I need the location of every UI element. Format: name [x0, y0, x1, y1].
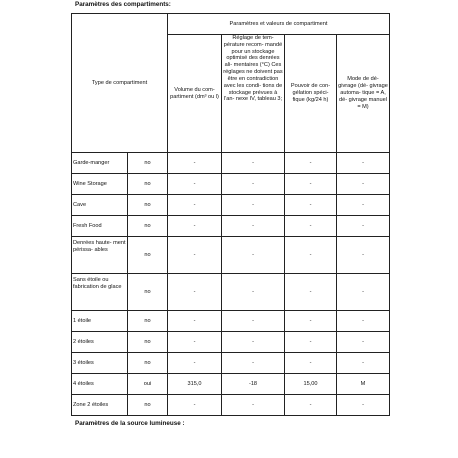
freezing-capacity-column-header: Pouvoir de con- gélation spéci- fique (kg/24 h) — [285, 35, 337, 153]
temperature-value: - — [222, 153, 285, 174]
defrost-mode-value: - — [337, 332, 390, 353]
volume-value: - — [168, 237, 222, 274]
defrost-mode-value: - — [337, 237, 390, 274]
compartment-present: oui — [128, 374, 168, 395]
compartment-name: Sans étoile ou fabrication de glace — [72, 274, 128, 311]
temperature-value: - — [222, 332, 285, 353]
compartment-name: Wine Storage — [72, 174, 128, 195]
table-row — [72, 216, 390, 237]
compartment-table — [71, 13, 390, 416]
table-row — [72, 311, 390, 332]
volume-value: - — [168, 353, 222, 374]
compartment-present: no — [128, 216, 168, 237]
freezing-capacity-value: - — [285, 216, 337, 237]
compartment-name: Fresh Food — [72, 216, 128, 237]
temperature-value: - — [222, 395, 285, 416]
table-row — [72, 374, 390, 395]
volume-value: - — [168, 274, 222, 311]
defrost-mode-value: - — [337, 153, 390, 174]
temperature-value: - — [222, 216, 285, 237]
freezing-capacity-value: - — [285, 311, 337, 332]
compartment-present: no — [128, 332, 168, 353]
volume-value: - — [168, 311, 222, 332]
compartment-parameters-heading: Paramètres des compartiments: — [75, 1, 171, 8]
volume-value: 315,0 — [168, 374, 222, 395]
compartment-present: no — [128, 311, 168, 332]
volume-value: - — [168, 395, 222, 416]
volume-value: - — [168, 153, 222, 174]
table-row — [72, 237, 390, 274]
volume-value: - — [168, 332, 222, 353]
compartment-type-header: Type de compartiment — [72, 14, 168, 153]
temperature-value: - — [222, 174, 285, 195]
volume-value: - — [168, 216, 222, 237]
compartment-present: no — [128, 274, 168, 311]
freezing-capacity-value: - — [285, 353, 337, 374]
table-row — [72, 274, 390, 311]
defrost-mode-value: - — [337, 311, 390, 332]
freezing-capacity-value: - — [285, 153, 337, 174]
table-row — [72, 332, 390, 353]
compartment-present: no — [128, 237, 168, 274]
compartment-name: 4 étoiles — [72, 374, 128, 395]
table-row — [72, 195, 390, 216]
compartment-name: Garde-manger — [72, 153, 128, 174]
compartment-present: no — [128, 395, 168, 416]
compartment-name: Denrées haute- ment périssa- ables — [72, 237, 128, 274]
table-row — [72, 395, 390, 416]
compartment-present: no — [128, 353, 168, 374]
defrost-mode-value: - — [337, 195, 390, 216]
freezing-capacity-value: 15,00 — [285, 374, 337, 395]
defrost-mode-value: - — [337, 174, 390, 195]
defrost-mode-value: - — [337, 353, 390, 374]
temperature-value: -18 — [222, 374, 285, 395]
freezing-capacity-value: - — [285, 237, 337, 274]
defrost-mode-value: - — [337, 274, 390, 311]
defrost-mode-value: - — [337, 395, 390, 416]
temperature-value: - — [222, 311, 285, 332]
table-row — [72, 353, 390, 374]
freezing-capacity-value: - — [285, 174, 337, 195]
temperature-column-header: Réglage de tem- pérature recom- mandé pour un stockage optimisé des denrées ali- mentaires (°C) Ces réglages ne doivent pas être en contradiction avec les condi- tions de stockage prévues à l'an- nexe IV, tableau 3; — [222, 35, 285, 153]
volume-value: - — [168, 174, 222, 195]
compartment-name: Cave — [72, 195, 128, 216]
freezing-capacity-value: - — [285, 274, 337, 311]
volume-column-header: Volume du com- partiment (dm³ ou l) — [168, 35, 222, 153]
freezing-capacity-value: - — [285, 395, 337, 416]
volume-value: - — [168, 195, 222, 216]
defrost-mode-value: M — [337, 374, 390, 395]
compartment-present: no — [128, 153, 168, 174]
parameters-group-header: Paramètres et valeurs de compartiment — [168, 14, 390, 35]
defrost-mode-column-header: Mode de dé- givrage (dé- givrage automa- tique = A, dé- givrage manuel = M) — [337, 35, 390, 153]
light-source-parameters-heading: Paramètres de la source lumineuse : — [75, 420, 185, 427]
temperature-value: - — [222, 353, 285, 374]
defrost-mode-value: - — [337, 216, 390, 237]
compartment-name: 2 étoiles — [72, 332, 128, 353]
table-row — [72, 174, 390, 195]
table-row — [72, 153, 390, 174]
temperature-value: - — [222, 274, 285, 311]
temperature-value: - — [222, 195, 285, 216]
compartment-name: 1 étoile — [72, 311, 128, 332]
compartment-name: Zone 2 étoiles — [72, 395, 128, 416]
compartment-present: no — [128, 174, 168, 195]
freezing-capacity-value: - — [285, 332, 337, 353]
temperature-value: - — [222, 237, 285, 274]
freezing-capacity-value: - — [285, 195, 337, 216]
compartment-present: no — [128, 195, 168, 216]
compartment-name: 3 étoiles — [72, 353, 128, 374]
